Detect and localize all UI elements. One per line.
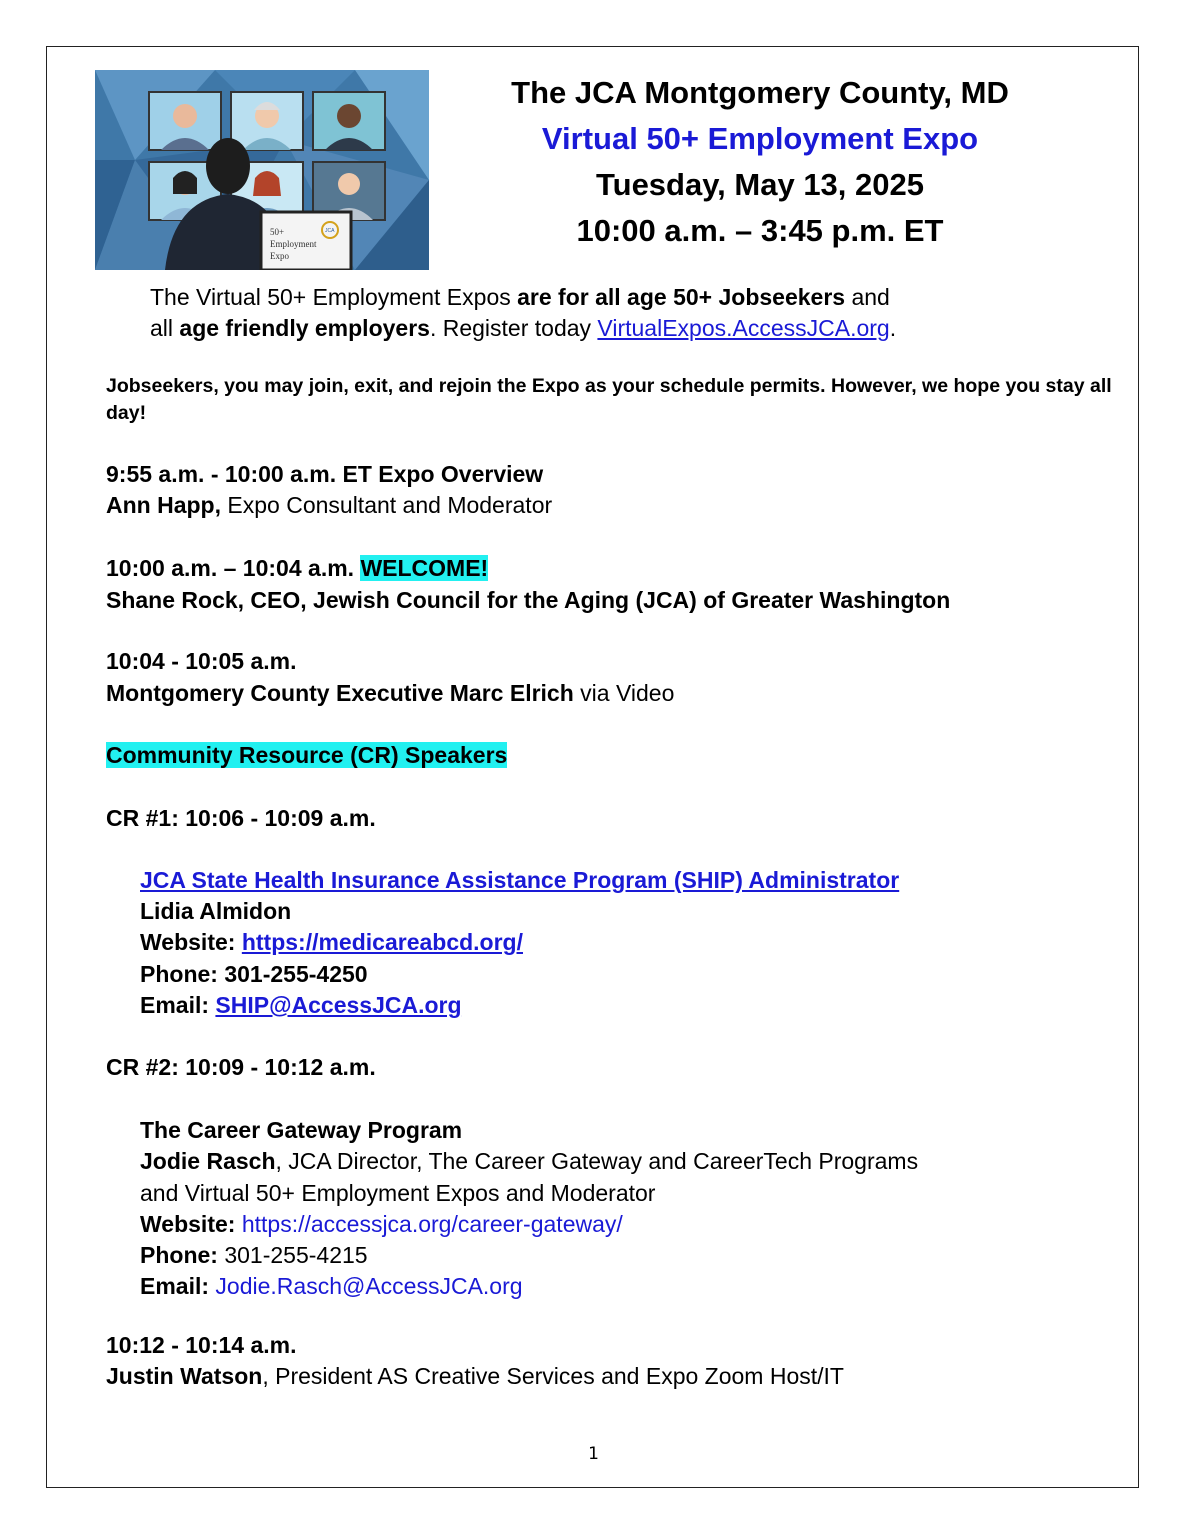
exec-speaker-suffix: via Video [573,680,675,706]
cr-heading-text: Community Resource (CR) Speakers [106,742,508,768]
cr2-speaker-role-cont: and Virtual 50+ Employment Expos and Moderator [140,1180,656,1206]
cr1-email-label: Email: [140,992,216,1018]
welcome-speaker: Shane Rock, CEO, Jewish Council for the Aging (JCA) of Greater Washington [106,587,951,613]
exec-speaker [106,678,674,709]
cr1-phone: Phone: 301-255-4250 [140,961,368,987]
intro-period: . [889,315,897,341]
laptop-text-50plus: 50+ [270,227,285,237]
page-number: 1 [588,1444,599,1464]
title-line-time: 10:00 a.m. – 3:45 p.m. ET [576,213,944,248]
exec-speaker-name: Montgomery County Executive Marc Elrich [106,680,574,706]
intro-text-and: and [845,284,890,310]
title-line-organization: The JCA Montgomery County, MD [511,75,1009,110]
cr1-email [140,990,462,1021]
cr1-time: CR #1: 10:06 - 10:09 a.m. [106,805,376,831]
cr2-website-link[interactable]: https://accessjca.org/career-gateway/ [235,1211,623,1237]
register-link[interactable]: VirtualExpos.AccessJCA.org [597,315,890,341]
host-time: 10:12 - 10:14 a.m. [106,1332,297,1358]
cr1-website [140,927,523,958]
jca-logo-text: JCA [325,228,335,234]
host-speaker-name: Justin Watson [106,1363,263,1389]
intro-bold-employers: age friendly employers [179,315,430,341]
cr2-website [140,1209,623,1240]
intro-text-all: all [150,315,180,341]
cr1-program[interactable]: JCA State Health Insurance Assistance Program (SHIP) Administrator [140,867,900,893]
intro-bold-jobseekers: are for all age 50+ Jobseekers [517,284,846,310]
expo-hero-image [95,70,429,270]
laptop-text-expo: Expo [270,251,289,261]
overview-speaker-name: Ann Happ, [106,492,221,518]
exec-time: 10:04 - 10:05 a.m. [106,648,297,674]
cr2-phone-number: 301-255-4215 [217,1242,368,1268]
cr2-time: CR #2: 10:09 - 10:12 a.m. [106,1054,376,1080]
intro-text: The Virtual 50+ Employment Expos [150,284,518,310]
welcome-time [106,553,488,584]
event-title-block [440,70,1080,254]
laptop-text-employment: Employment [270,239,317,249]
welcome-highlight: WELCOME! [360,555,489,581]
cr2-email-link[interactable]: Jodie.Rasch@AccessJCA.org [209,1273,523,1299]
host-speaker-role: , President AS Creative Services and Expo Zoom Host/IT [262,1363,844,1389]
cr2-speaker [140,1146,918,1177]
cr2-program: The Career Gateway Program [140,1117,463,1143]
title-line-event: Virtual 50+ Employment Expo [541,121,979,156]
cr2-speaker-name: Jodie Rasch [140,1148,276,1174]
cr1-program-link[interactable] [140,865,899,896]
cr1-website-link[interactable]: https://medicareabcd.org/ [241,929,523,955]
intro-text-register: . Register today [429,315,598,341]
title-line-date: Tuesday, May 13, 2025 [596,167,924,202]
cr2-speaker-role: , JCA Director, The Career Gateway and CareerTech Programs [275,1148,919,1174]
host-speaker [106,1361,844,1392]
welcome-time-text: 10:00 a.m. – 10:04 a.m. [106,555,361,581]
cr1-email-link[interactable]: SHIP@AccessJCA.org [215,992,462,1018]
cr-section-heading [106,740,507,771]
overview-speaker [106,490,552,521]
jobseeker-note: Jobseekers, you may join, exit, and rejoin the Expo as your schedule permits. However, we hope you stay all day! [106,375,1112,424]
overview-speaker-role: Expo Consultant and Moderator [221,492,553,518]
cr2-phone-label: Phone: [140,1242,218,1268]
overview-time: 9:55 a.m. - 10:00 a.m. ET Expo Overview [106,461,544,487]
cr1-website-label: Website: [140,929,242,955]
intro-paragraph [150,282,1070,344]
cr2-email-label: Email: [140,1273,210,1299]
cr2-phone [140,1240,368,1271]
cr2-website-label: Website: [140,1211,236,1237]
cr1-name: Lidia Almidon [140,898,292,924]
cr2-email [140,1271,523,1302]
